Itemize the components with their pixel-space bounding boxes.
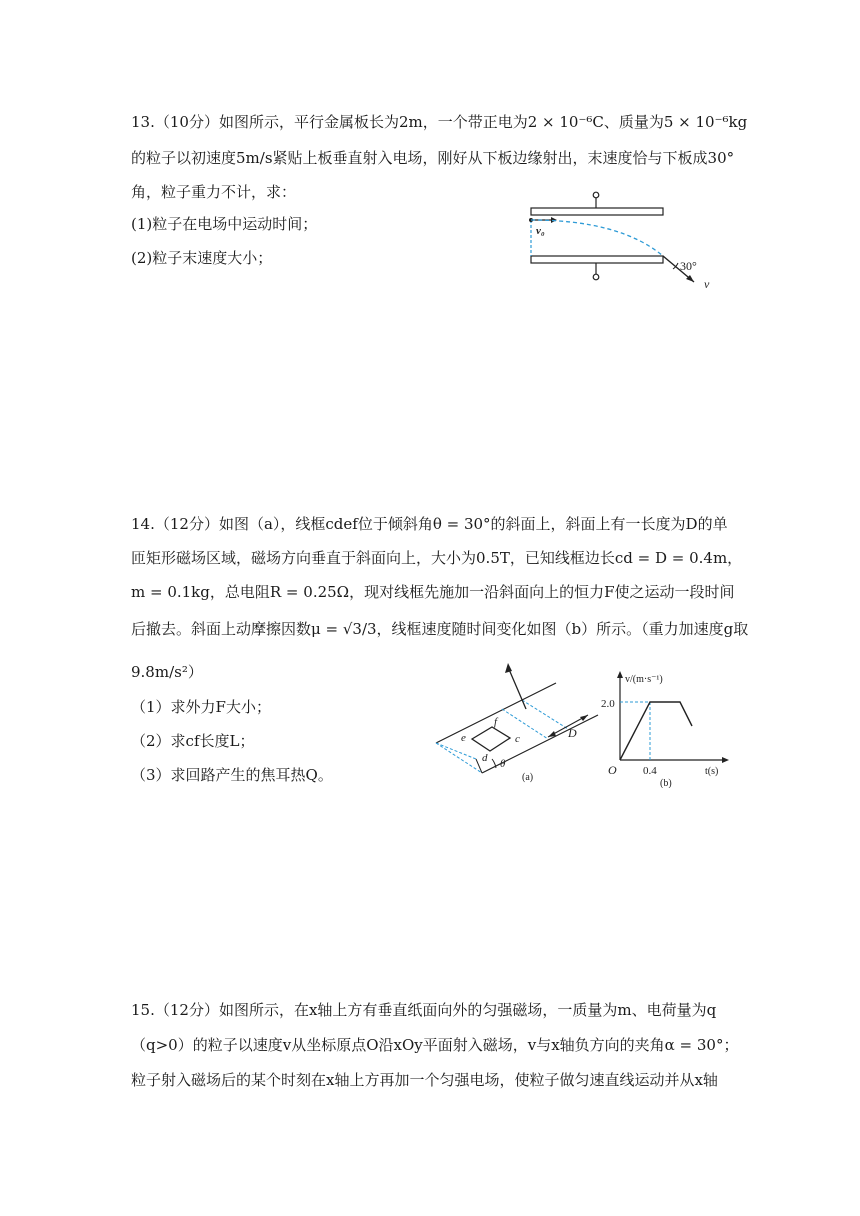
graph-origin: O xyxy=(608,763,617,777)
label-theta: θ xyxy=(500,758,506,770)
upper-plate xyxy=(531,208,663,215)
q13-line-1: 13.（10分）如图所示，平行金属板长为2m，一个带正电为2 × 10⁻⁶C、质量为5 × 10⁻⁶kg xyxy=(131,113,748,131)
graph-x-tick: 0.4 xyxy=(643,765,657,777)
label-D: D xyxy=(568,726,577,740)
label-c: c xyxy=(515,733,520,745)
q13-line-2: 的粒子以初速度5m/s紧贴上板垂直射入电场，刚好从下板边缘射出，末速度恰与下板成30° xyxy=(131,149,735,167)
v0-label: v₀ xyxy=(536,225,545,237)
q13-item-1: (1)粒子在电场中运动时间； xyxy=(131,215,318,233)
label-d: d xyxy=(482,752,488,764)
q15-line-3: 粒子射入磁场后的某个时刻在x轴上方再加一个匀强电场，使粒子做匀速直线运动并从x轴 xyxy=(131,1071,718,1089)
q15-line-1: 15.（12分）如图所示，在x轴上方有垂直纸面向外的匀强磁场，一质量为m、电荷量为q xyxy=(131,1001,717,1019)
q15-line-2: （q>0）的粒子以速度v从坐标原点O沿xOy平面射入磁场，v与x轴负方向的夹角α = 30°； xyxy=(131,1036,739,1054)
velocity-time-graph xyxy=(600,668,732,788)
parallel-plates-figure xyxy=(520,188,720,294)
q14-item-1: （1）求外力F大小； xyxy=(131,698,271,716)
angle-label: 30° xyxy=(680,259,697,273)
q13-line-3: 角，粒子重力不计，求： xyxy=(131,183,297,201)
q14-line-4: 后撤去。斜面上动摩擦因数μ = √3/3，线框速度随时间变化如图（b）所示。（重力加速度g取 xyxy=(131,620,749,638)
graph-y-tick: 2.0 xyxy=(601,698,615,710)
graph-x-label: t(s) xyxy=(705,766,719,777)
trajectory-curve xyxy=(531,220,663,256)
q14-line-5: 9.8m/s²） xyxy=(131,663,203,681)
q14-item-2: （2）求cf长度L； xyxy=(131,732,255,750)
velocity-curve xyxy=(620,702,692,760)
q14-line-2: 匝矩形磁场区域，磁场方向垂直于斜面向上，大小为0.5T，已知线框边长cd = D = 0.4m， xyxy=(131,549,743,567)
v-label: v xyxy=(704,277,710,291)
label-e: e xyxy=(461,732,466,744)
incline-figure xyxy=(430,655,600,790)
q14-line-1: 14.（12分）如图（a），线框cdef位于倾斜角θ = 30°的斜面上，斜面上有一长度为D的单 xyxy=(131,515,728,533)
wire-frame xyxy=(472,727,510,751)
q13-item-2: (2)粒子末速度大小； xyxy=(131,249,273,267)
figure-b-caption: (b) xyxy=(660,778,672,788)
graph-y-label: v/(m·s⁻¹) xyxy=(625,674,663,685)
q14-line-3: m = 0.1kg，总电阻R = 0.25Ω，现对线框先施加一沿斜面向上的恒力F使之运动一段时间 xyxy=(131,583,735,601)
lower-plate xyxy=(531,256,663,263)
figure-a-caption: (a) xyxy=(522,772,534,783)
q14-item-3: （3）求回路产生的焦耳热Q。 xyxy=(131,766,333,784)
label-f: f xyxy=(494,716,498,728)
